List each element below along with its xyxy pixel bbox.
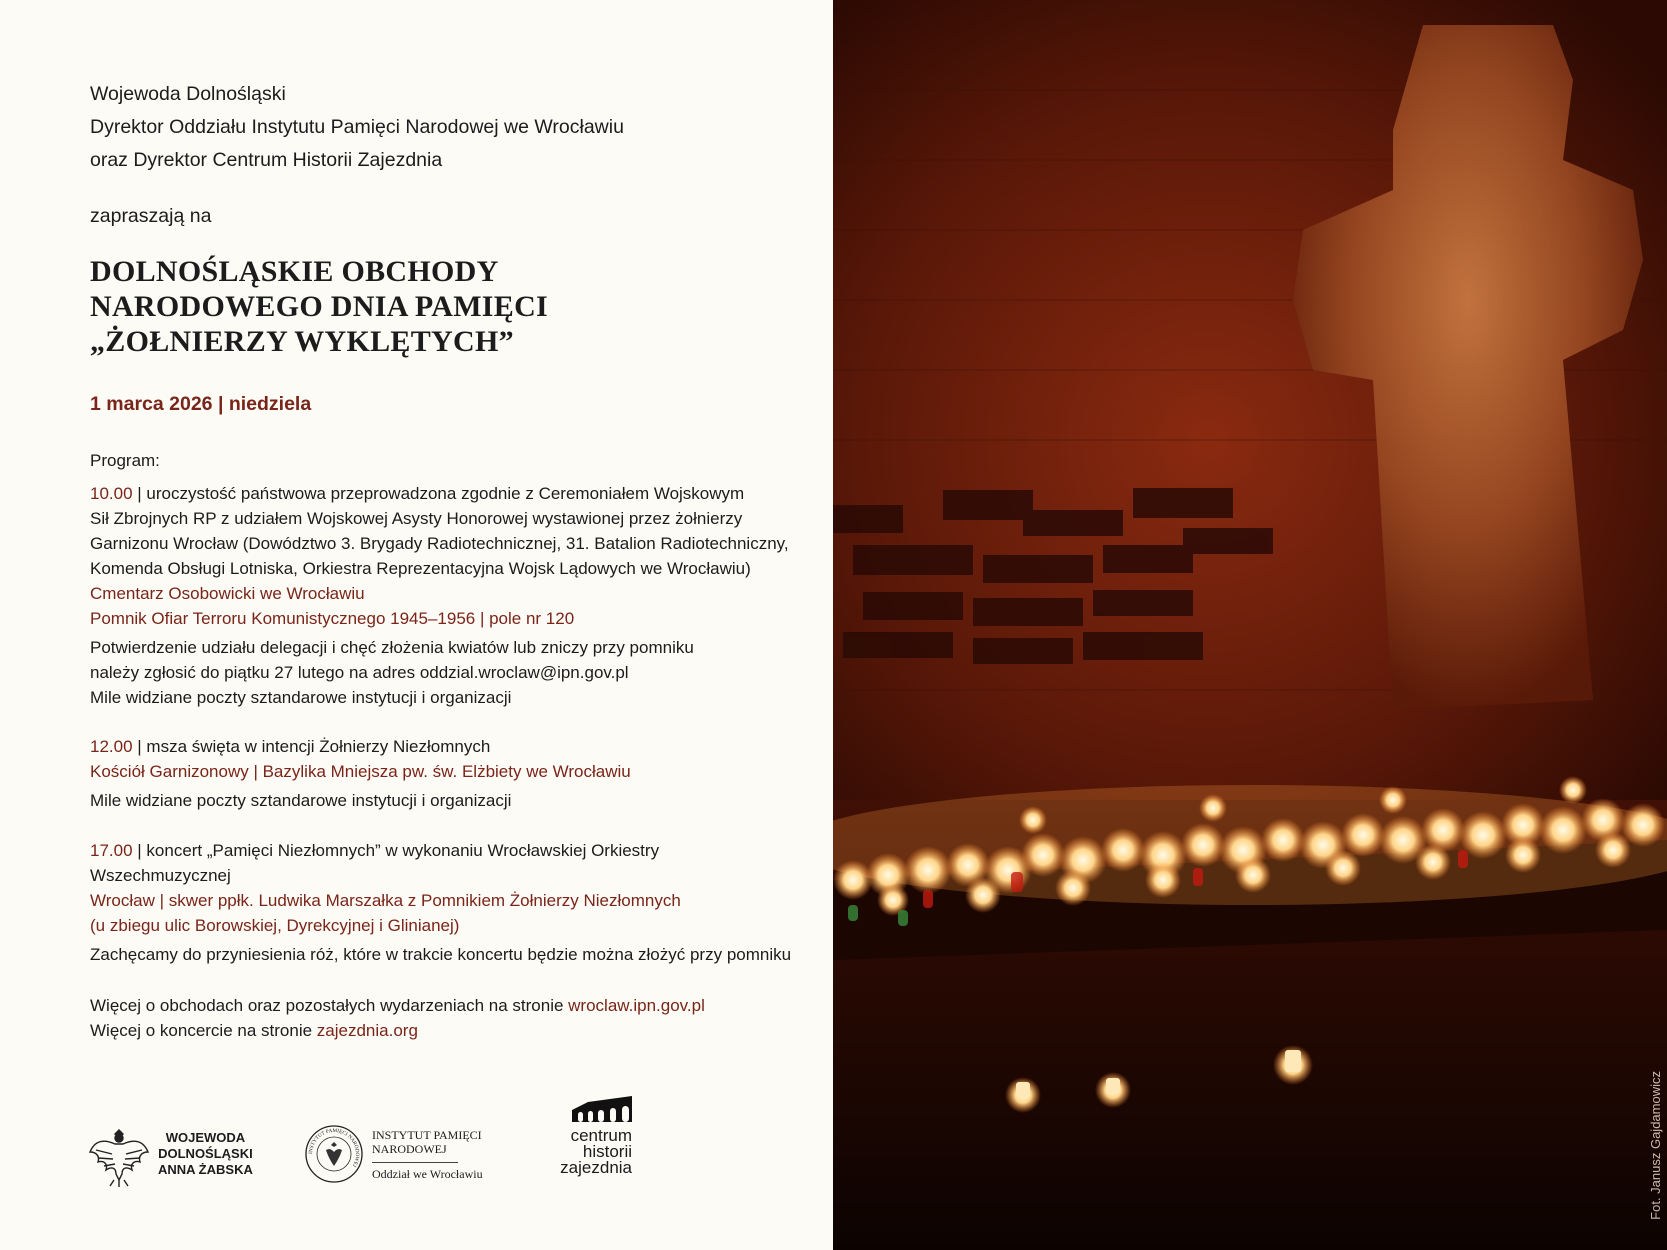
logo-divider [372, 1162, 458, 1163]
event-note-line: Potwierdzenie udziału delegacji i chęć złożenia kwiatów lub zniczy przy pomniku [90, 638, 694, 657]
photo-credit: Fot. Janusz Gajdamowicz [1648, 1071, 1663, 1220]
event-place-line: Kościół Garnizonowy | Bazylika Mniejsza pw. św. Elżbiety we Wrocławiu [90, 762, 631, 781]
zajezdnia-website-link[interactable]: zajezdnia.org [316, 1021, 418, 1040]
event-date: 1 marca 2026 | niedziela [90, 393, 312, 415]
event-desc-line: | koncert „Pamięci Niezłomnych” w wykonaniu Wrocławskiej Orkiestry [132, 841, 660, 860]
event-10 [90, 481, 789, 710]
more-info-text: Więcej o koncercie na stronie [90, 1021, 317, 1040]
event-note-line: Mile widziane poczty sztandarowe instytucji i organizacji [90, 791, 512, 810]
seal-text: INSTYTUT PAMIĘCI NARODOWEJ [307, 1127, 361, 1168]
event-place-line: Cmentarz Osobowicki we Wrocławiu [90, 584, 365, 603]
event-note-line: należy zgłosić do piątku 27 lutego na adres oddzial.wroclaw@ipn.gov.pl [90, 663, 629, 682]
partner-logos [0, 1090, 833, 1200]
host-line: Dyrektor Oddziału Instytutu Pamięci Narodowej we Wrocławiu [90, 116, 624, 138]
event-desc [90, 734, 631, 759]
title-line: DOLNOŚLĄSKIE OBCHODY [90, 255, 499, 288]
event-desc [90, 481, 789, 506]
event-place-line: Wrocław | skwer ppłk. Ludwika Marszałka z Pomnikiem Żołnierzy Niezłomnych [90, 891, 681, 910]
event-17 [90, 838, 791, 967]
event-place-line: Pomnik Ofiar Terroru Komunistycznego 1945–1956 | pole nr 120 [90, 609, 575, 628]
event-time: 17.00 [90, 841, 133, 860]
memorial-photo-illustration [833, 0, 1667, 1250]
logo-line: WOJEWODA [165, 1130, 246, 1145]
event-desc-line: Wszechmuzycznej [90, 866, 231, 885]
tram-depot-icon [570, 1090, 634, 1124]
event-title [90, 254, 548, 359]
memorial-photo [833, 0, 1667, 1250]
wojewoda-logo-text [158, 1130, 253, 1178]
logo-line: Oddział we Wrocławiu [372, 1167, 483, 1181]
logo-line: historii [582, 1142, 632, 1161]
hosts [90, 78, 624, 177]
more-info [90, 993, 705, 1043]
title-line: NARODOWEGO DNIA PAMIĘCI [90, 290, 549, 323]
event-time: 10.00 [90, 484, 133, 503]
event-note-line: Zachęcamy do przyniesienia róż, które w trakcie koncertu będzie można złożyć przy pomniku [90, 945, 792, 964]
host-line: Wojewoda Dolnośląski [90, 83, 286, 105]
logo-line: ANNA ŻABSKA [158, 1162, 253, 1177]
event-desc [90, 838, 791, 863]
logo-line: centrum [570, 1126, 632, 1145]
invitation-text-panel [0, 0, 833, 1250]
title-line: „ŻOŁNIERZY WYKLĘTYCH” [90, 325, 514, 358]
more-info-text: Więcej o obchodach oraz pozostałych wydarzeniach na stronie [90, 996, 569, 1015]
event-desc-line: | uroczystość państwowa przeprowadzona zgodnie z Ceremoniałem Wojskowym [132, 484, 745, 503]
event-desc-line: Komenda Obsługi Lotniska, Orkiestra Reprezentacyjna Wojsk Lądowych we Wrocławiu) [90, 559, 751, 578]
event-desc-line: Garnizonu Wrocław (Dowództwo 3. Brygady Radiotechnicznej, 31. Batalion Radiotechniczny, [90, 534, 789, 553]
ipn-logo-text [372, 1128, 483, 1181]
event-time: 12.00 [90, 737, 133, 756]
ipn-website-link[interactable]: wroclaw.ipn.gov.pl [568, 996, 705, 1015]
event-desc-line: Sił Zbrojnych RP z udziałem Wojskowej Asysty Honorowej wystawionej przez żołnierzy [90, 509, 743, 528]
logo-line: NARODOWEJ [372, 1142, 447, 1156]
more-info-line [90, 1018, 705, 1043]
chz-logo-text [548, 1128, 632, 1176]
logo-line: zajezdnia [560, 1158, 632, 1177]
event-note-line: Mile widziane poczty sztandarowe instytucji i organizacji [90, 688, 512, 707]
event-desc-line: | msza święta w intencji Żołnierzy Niezłomnych [132, 737, 491, 756]
logo-line: DOLNOŚLĄSKI [158, 1146, 253, 1161]
event-12 [90, 734, 631, 813]
ipn-seal-icon [304, 1124, 364, 1184]
logo-line: INSTYTUT PAMIĘCI [372, 1128, 482, 1142]
host-line: oraz Dyrektor Centrum Historii Zajezdnia [90, 149, 443, 171]
more-info-line [90, 993, 705, 1018]
eagle-emblem-icon [88, 1122, 158, 1192]
invite-text: zapraszają na [90, 205, 212, 227]
program-label: Program: [90, 451, 160, 470]
event-place-line: (u zbiegu ulic Borowskiej, Dyrekcyjnej i Glinianej) [90, 916, 460, 935]
